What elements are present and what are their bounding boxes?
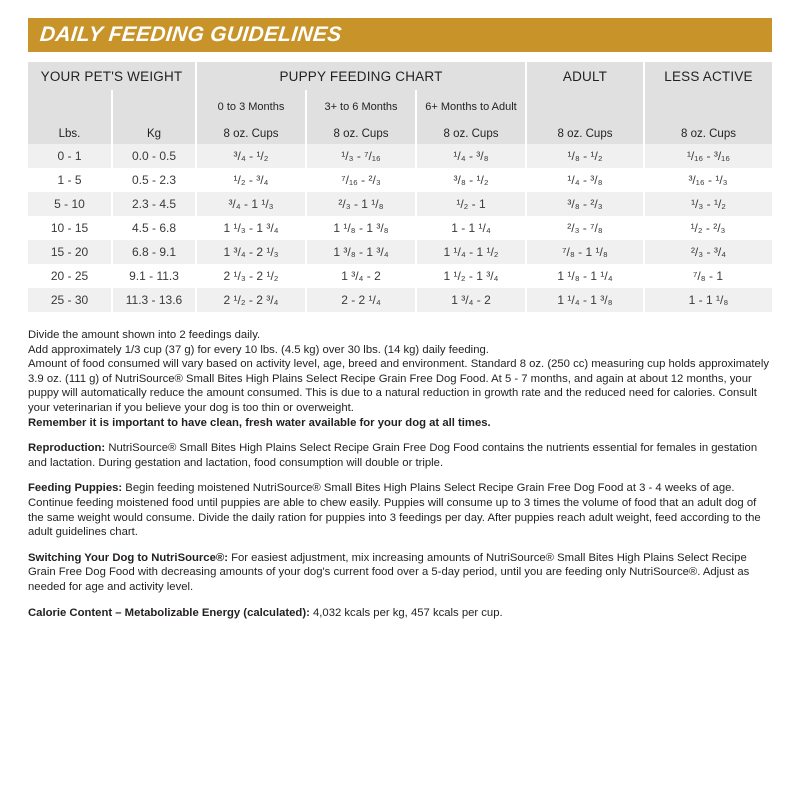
page-title-bar <box>28 18 772 52</box>
cell-puppy-6-adult: 1 ¹/₂ - 1 ³/₄ <box>416 264 526 288</box>
cell-puppy-3-6: ⁷/₁₆ - ²/₃ <box>306 168 416 192</box>
table-units-row <box>28 124 772 144</box>
cell-puppy-3-6: 1 ³/₄ - 2 <box>306 264 416 288</box>
cell-puppy-6-adult: 1 ³/₄ - 2 <box>416 288 526 312</box>
cell-adult: ⁷/₈ - 1 ¹/₈ <box>526 240 644 264</box>
page-title: DAILY FEEDING GUIDELINES <box>38 23 343 46</box>
cell-puppy-0-3: 1 ¹/₃ - 1 ³/₄ <box>196 216 306 240</box>
note-line-2: Add approximately 1/3 cup (37 g) for every 10 lbs. (4.5 kg) over 30 lbs. (14 kg) daily feeding. <box>28 343 489 356</box>
table-subheader-row <box>28 90 772 124</box>
cell-less-active: ²/₃ - ³/₄ <box>644 240 772 264</box>
subheader-puppy-3-6: 3+ to 6 Months <box>306 90 416 124</box>
cell-puppy-6-adult: ³/₈ - ¹/₂ <box>416 168 526 192</box>
cell-puppy-6-adult: ¹/₂ - 1 <box>416 192 526 216</box>
cell-puppy-0-3: ³/₄ - 1 ¹/₃ <box>196 192 306 216</box>
cell-puppy-6-adult: ¹/₄ - ³/₈ <box>416 144 526 168</box>
cell-less-active: 1 - 1 ¹/₈ <box>644 288 772 312</box>
table-row <box>28 264 772 288</box>
table-row <box>28 216 772 240</box>
cell-puppy-3-6: ²/₃ - 1 ¹/₈ <box>306 192 416 216</box>
subheader-blank-less-active <box>644 90 772 124</box>
section-calorie-content <box>28 606 772 621</box>
header-puppy-chart: PUPPY FEEDING CHART <box>196 62 526 90</box>
cell-adult: ³/₈ - ²/₃ <box>526 192 644 216</box>
unit-adult: 8 oz. Cups <box>526 124 644 144</box>
unit-less-active: 8 oz. Cups <box>644 124 772 144</box>
cell-kg: 11.3 - 13.6 <box>112 288 196 312</box>
cell-kg: 6.8 - 9.1 <box>112 240 196 264</box>
section-body: For easiest adjustment, mix increasing amounts of NutriSource® Small Bites High Plains Select Recipe Grain Free Dog Food with decreasing amounts of your dog's current food over a 5-day period, until you are feeding only NutriSource®. Adjust as needed for age and activity level. <box>28 551 750 593</box>
cell-puppy-0-3: 2 ¹/₂ - 2 ³/₄ <box>196 288 306 312</box>
cell-puppy-3-6: 2 - 2 ¹/₄ <box>306 288 416 312</box>
subheader-blank-lbs <box>28 90 112 124</box>
table-row <box>28 240 772 264</box>
cell-puppy-0-3: ¹/₂ - ³/₄ <box>196 168 306 192</box>
unit-puppy-0-3: 8 oz. Cups <box>196 124 306 144</box>
table-row <box>28 144 772 168</box>
guidelines-body <box>28 328 772 620</box>
note-water-reminder: Remember it is important to have clean, fresh water available for your dog at all times. <box>28 416 491 429</box>
table-group-header-row <box>28 62 772 90</box>
cell-puppy-0-3: 1 ³/₄ - 2 ¹/₃ <box>196 240 306 264</box>
cell-adult: 1 ¹/₄ - 1 ³/₈ <box>526 288 644 312</box>
cell-kg: 0.0 - 0.5 <box>112 144 196 168</box>
unit-lbs: Lbs. <box>28 124 112 144</box>
cell-puppy-0-3: ³/₄ - ¹/₂ <box>196 144 306 168</box>
cell-less-active: ¹/₁₆ - ³/₁₆ <box>644 144 772 168</box>
unit-kg: Kg <box>112 124 196 144</box>
cell-less-active: ¹/₃ - ¹/₂ <box>644 192 772 216</box>
cell-lbs: 20 - 25 <box>28 264 112 288</box>
table-row <box>28 168 772 192</box>
header-pet-weight: YOUR PET'S WEIGHT <box>28 62 196 90</box>
feeding-chart-table <box>28 62 773 312</box>
cell-adult: ²/₃ - ⁷/₈ <box>526 216 644 240</box>
subheader-blank-kg <box>112 90 196 124</box>
cell-puppy-0-3: 2 ¹/₃ - 2 ¹/₂ <box>196 264 306 288</box>
section-body: Begin feeding moistened NutriSource® Small Bites High Plains Select Recipe Grain Free Dog Food at 3 - 4 weeks of age. Continue feeding moistened food until puppies are able to chew easily. Puppies will consume up to 3 times the volume of food that an adult dog of the same weight would consume. Divide the daily ration for puppies into 3 feedings per day. After puppies reach adult weight, feed according to the adult guidelines chart. <box>28 482 761 539</box>
note-line-3: Amount of food consumed will vary based on activity level, age, breed and environment. Standard 8 oz. (250 cc) measuring cup holds approximately 3.9 oz. (111 g) of NutriSource® Small Bites High Plains Select Recipe Grain Free Dog Food. At 5 - 7 months, and again at about 12 months, your puppy will automatically reduce the amount consumed. This is due to a natural reduction in growth rate and the reduced need for calories. Consult your veterinarian if you believe your dog is too thin or overweight. <box>28 358 769 414</box>
subheader-blank-adult <box>526 90 644 124</box>
cell-less-active: ³/₁₆ - ¹/₃ <box>644 168 772 192</box>
note-line-1: Divide the amount shown into 2 feedings daily. <box>28 329 261 341</box>
section-heading: Feeding Puppies: <box>28 482 123 495</box>
header-less-active: LESS ACTIVE <box>644 62 772 90</box>
header-adult: ADULT <box>526 62 644 90</box>
cell-lbs: 15 - 20 <box>28 240 112 264</box>
table-row <box>28 288 772 312</box>
cell-lbs: 1 - 5 <box>28 168 112 192</box>
unit-puppy-3-6: 8 oz. Cups <box>306 124 416 144</box>
cell-adult: 1 ¹/₈ - 1 ¹/₄ <box>526 264 644 288</box>
cell-lbs: 5 - 10 <box>28 192 112 216</box>
cell-puppy-3-6: 1 ¹/₈ - 1 ³/₈ <box>306 216 416 240</box>
cell-lbs: 25 - 30 <box>28 288 112 312</box>
cell-puppy-6-adult: 1 ¹/₄ - 1 ¹/₂ <box>416 240 526 264</box>
section-feeding-puppies <box>28 481 772 539</box>
section-reproduction <box>28 441 772 470</box>
cell-kg: 0.5 - 2.3 <box>112 168 196 192</box>
cell-adult: ¹/₄ - ³/₈ <box>526 168 644 192</box>
cell-kg: 4.5 - 6.8 <box>112 216 196 240</box>
cell-kg: 2.3 - 4.5 <box>112 192 196 216</box>
cell-less-active: ⁷/₈ - 1 <box>644 264 772 288</box>
cell-puppy-3-6: 1 ³/₈ - 1 ³/₄ <box>306 240 416 264</box>
cell-puppy-6-adult: 1 - 1 ¹/₄ <box>416 216 526 240</box>
unit-puppy-6-adult: 8 oz. Cups <box>416 124 526 144</box>
table-row <box>28 192 772 216</box>
section-switching-food <box>28 551 772 595</box>
subheader-puppy-0-3: 0 to 3 Months <box>196 90 306 124</box>
cell-adult: ¹/₈ - ¹/₂ <box>526 144 644 168</box>
subheader-puppy-6-adult: 6+ Months to Adult <box>416 90 526 124</box>
section-heading: Switching Your Dog to NutriSource®: <box>28 551 228 564</box>
section-heading: Reproduction: <box>28 442 106 455</box>
cell-lbs: 10 - 15 <box>28 216 112 240</box>
cell-puppy-3-6: ¹/₃ - ⁷/₁₆ <box>306 144 416 168</box>
section-body: 4,032 kcals per kg, 457 kcals per cup. <box>309 606 503 619</box>
section-heading: Calorie Content – Metabolizable Energy (calculated): <box>28 606 310 619</box>
cell-less-active: ¹/₂ - ²/₃ <box>644 216 772 240</box>
cell-lbs: 0 - 1 <box>28 144 112 168</box>
section-body: NutriSource® Small Bites High Plains Select Recipe Grain Free Dog Food contains the nutrients essential for females in gestation and lactation. During gestation and lactation, food consumption will double or triple. <box>28 442 758 469</box>
cell-kg: 9.1 - 11.3 <box>112 264 196 288</box>
